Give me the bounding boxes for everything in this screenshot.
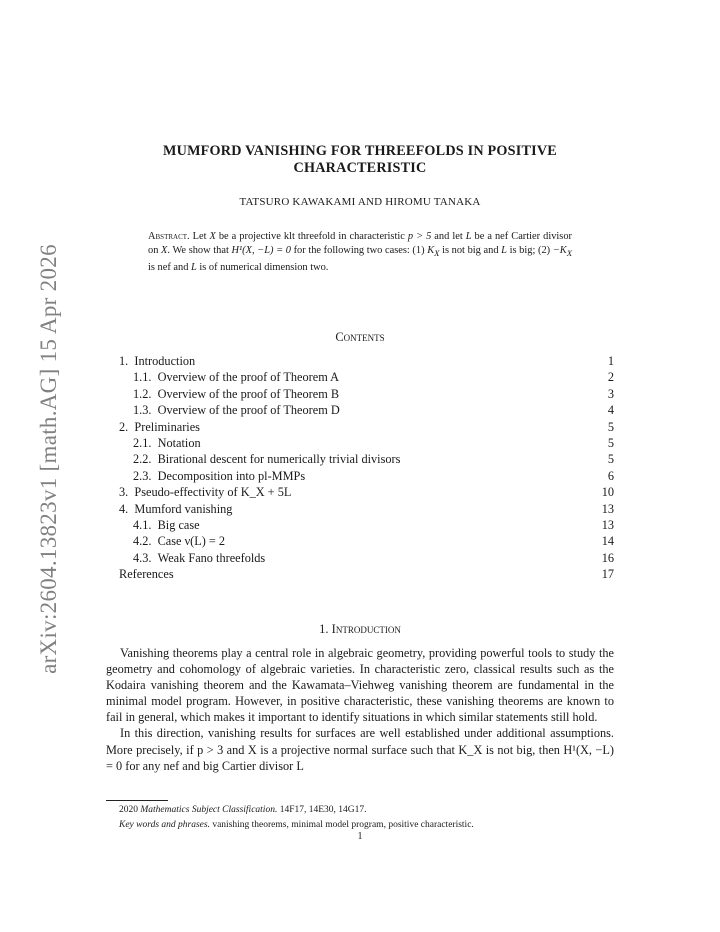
footnote-divider xyxy=(106,800,168,801)
paper-authors: TATSURO KAWAKAMI AND HIROMU TANAKA xyxy=(239,196,481,208)
toc-entry-page: 3 xyxy=(607,386,614,401)
toc-entry-title: Pseudo-effectivity of K_X + 5L xyxy=(128,485,292,500)
toc-entry[interactable] xyxy=(119,566,614,582)
page-number: 1 xyxy=(357,831,363,842)
abstract-math: p > 5 xyxy=(407,231,432,242)
toc-entry-number: 1.3. xyxy=(133,403,152,418)
abstract-text: be a projective klt threefold in characteristic xyxy=(215,231,408,242)
introduction-paragraph-2: In this direction, vanishing results for surfaces are well established under additional assumptions. More precisely, if p > 3 and X is a projective normal surface such that K_X is not big, then H¹(X, −L) = 0 for any nef and big Cartier divisor L xyxy=(106,726,614,773)
title-line-2: CHARACTERISTIC xyxy=(293,160,427,176)
toc-entry-title: Introduction xyxy=(128,354,196,368)
msc-year: 2020 xyxy=(119,805,141,815)
contents-heading: Contents xyxy=(335,330,385,344)
abstract-math: −K xyxy=(552,245,567,257)
footnotes xyxy=(106,803,614,833)
toc-entry-page: 14 xyxy=(601,534,614,549)
toc-entry-title: Big case xyxy=(151,517,200,532)
abstract-math: L xyxy=(191,261,197,273)
toc-entry-number: 1.1. xyxy=(133,370,152,385)
toc-entry-number: 2.3. xyxy=(133,468,152,483)
abstract: Abstract. Let X be a projective klt threefold in characteristic p > 5 and let L be a nef Cartier divisor on X. We show that H¹(X, −L) = 0 for the following two cases: (1) $K_X$ is not big and L is big; $(2) -K_X$ is nef and L is of numerical dimension two. xyxy=(148,231,572,273)
toc-entry[interactable] xyxy=(119,435,614,451)
keywords-text: vanishing theorems, minimal model program, positive characteristic. xyxy=(209,820,474,830)
keywords-label: Key words and phrases. xyxy=(119,820,210,830)
toc-entry-page: 16 xyxy=(601,550,614,565)
msc-footnote xyxy=(119,803,614,818)
abstract-label: Abstract. xyxy=(148,231,190,242)
toc-entry-page: 5 xyxy=(607,452,614,467)
toc-entry-title: Birational descent for numerically trivial divisors xyxy=(151,452,401,467)
toc-entry[interactable] xyxy=(119,484,614,500)
toc-entry[interactable] xyxy=(119,353,614,369)
toc-entry-page: 5 xyxy=(607,419,614,434)
toc-entry-title: References xyxy=(119,567,174,582)
toc-entry[interactable] xyxy=(119,419,614,435)
msc-codes: 14F17, 14E30, 14G17. xyxy=(277,805,367,815)
paper-title xyxy=(110,143,610,177)
toc-entry-number: 2. xyxy=(119,419,129,434)
abstract-text: is big; (2) xyxy=(506,245,553,257)
toc-entry-title: Overview of the proof of Theorem A xyxy=(151,370,340,385)
toc-entry-page: 10 xyxy=(601,485,614,500)
toc-entry-number: 3. xyxy=(119,485,129,500)
introduction-body xyxy=(106,645,614,774)
toc-entry-page: 17 xyxy=(601,567,614,582)
toc-entry-number: 4.3. xyxy=(133,550,152,565)
toc-entry-page: 2 xyxy=(607,370,614,385)
title-line-1: MUMFORD VANISHING FOR THREEFOLDS IN POSITIVE xyxy=(163,143,557,159)
toc-entry-title: Notation xyxy=(151,435,201,450)
abstract-math: H¹(X, −L) = 0 xyxy=(231,245,291,257)
abstract-math: L xyxy=(465,231,472,242)
toc-entry[interactable] xyxy=(119,550,614,566)
toc-entry-title: Weak Fano threefolds xyxy=(151,550,266,565)
toc-entry[interactable] xyxy=(119,369,614,385)
toc-entry-page: 5 xyxy=(607,435,614,450)
toc-entry-page: 1 xyxy=(607,354,614,368)
toc-entry[interactable] xyxy=(119,468,614,484)
toc-entry-number: 4.1. xyxy=(133,517,152,532)
toc-entry-page: 13 xyxy=(601,517,614,532)
abstract-math: L xyxy=(501,245,507,257)
abstract-text: . We show that xyxy=(167,245,232,257)
abstract-text: is nef and xyxy=(148,261,191,273)
abstract-text: be a nef Cartier divisor on xyxy=(148,231,572,257)
toc-entry-number: 2.1. xyxy=(133,435,152,450)
abstract-text: and let xyxy=(431,231,466,242)
arxiv-identifier: arXiv:2604.13823v1 [math.AG] 15 Apr 2026 xyxy=(36,244,61,674)
toc-entry-page: 4 xyxy=(607,403,614,418)
abstract-text: is of numerical dimension two. xyxy=(196,261,329,273)
abstract-math: X xyxy=(161,245,168,257)
toc-entry-title: Preliminaries xyxy=(128,419,200,434)
toc-entry[interactable] xyxy=(119,386,614,402)
toc-entry[interactable] xyxy=(119,517,614,533)
toc-entry[interactable] xyxy=(119,402,614,418)
abstract-math: K xyxy=(427,245,435,257)
introduction-heading: 1. Introduction xyxy=(319,622,401,636)
introduction-paragraph-1: Vanishing theorems play a central role in algebraic geometry, providing powerful tools to study the geometry and cohomology of algebraic varieties. In characteristic zero, classical results such as the Kodaira vanishing theorem and the Kawamata–Viehweg vanishing theorem are fundamental in the minimal model program. However, in positive characteristic, these vanishing theorems are known to fail in general, which makes it important to identify situations in which similar statements still hold. xyxy=(106,646,614,725)
toc-entry-number: 1. xyxy=(119,354,129,368)
toc-entry-number: 2.2. xyxy=(133,452,152,467)
abstract-math: X xyxy=(209,231,216,242)
toc-entry-title: Overview of the proof of Theorem D xyxy=(151,403,340,418)
toc-entry-title: Overview of the proof of Theorem B xyxy=(151,386,340,401)
toc-entry[interactable] xyxy=(119,533,614,549)
abstract-text: is not big and xyxy=(439,245,502,257)
toc-entry-title: Mumford vanishing xyxy=(128,501,233,516)
toc-entry-title: Decomposition into pl-MMPs xyxy=(151,468,306,483)
toc-entry-page: 13 xyxy=(601,501,614,516)
toc-entry-number: 4.2. xyxy=(133,534,152,549)
abstract-text: Let xyxy=(189,231,210,242)
table-of-contents xyxy=(119,353,614,582)
toc-entry-number: 4. xyxy=(119,501,129,516)
toc-entry-number: 1.2. xyxy=(133,386,152,401)
arxiv-sidebar-stamp xyxy=(18,244,61,674)
toc-entry-page: 6 xyxy=(607,468,614,483)
msc-label: Mathematics Subject Classification. xyxy=(140,805,278,815)
toc-entry-title: Case ν(L) = 2 xyxy=(151,534,226,549)
abstract-text: for the following two cases: (1) xyxy=(290,245,428,257)
toc-entry[interactable] xyxy=(119,451,614,467)
toc-entry[interactable] xyxy=(119,501,614,517)
